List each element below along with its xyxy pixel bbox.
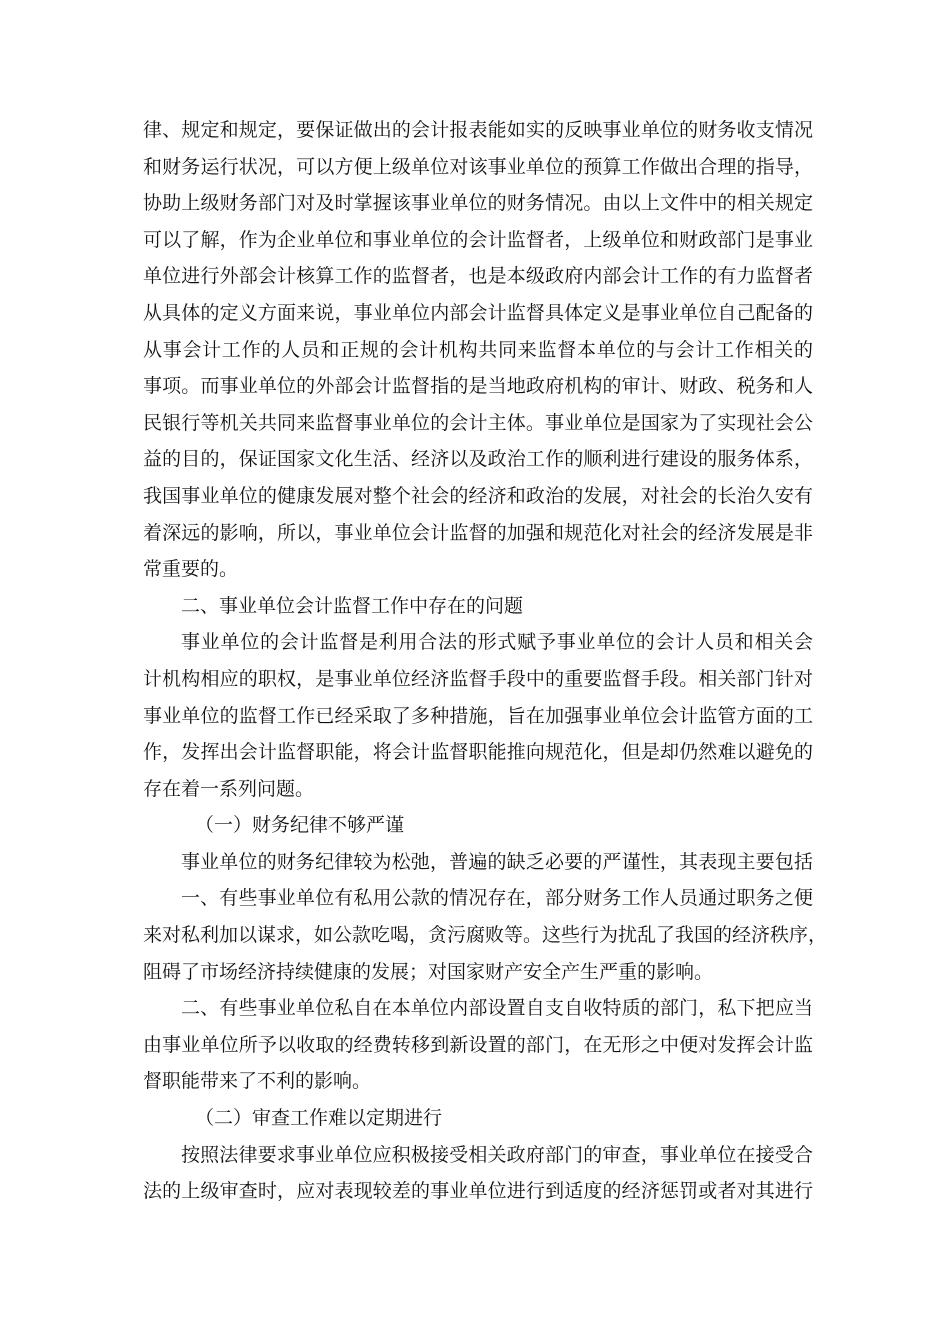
text-line: 单位进行外部会计核算工作的监督者，也是本级政府内部会计工作的有力监督者 bbox=[143, 265, 813, 288]
text-line: 着深远的影响，所以，事业单位会计监督的加强和规范化对社会的经济发展是非 bbox=[143, 521, 813, 544]
text-line: 从具体的定义方面来说，事业单位内部会计监督具体定义是事业单位自己配备的 bbox=[143, 301, 813, 324]
text-line: 一、有些事业单位有私用公款的情况存在，部分财务工作人员通过职务之便 bbox=[181, 887, 813, 910]
text-line: 民银行等机关共同来监督事业单位的会计主体。事业单位是国家为了实现社会公 bbox=[143, 411, 813, 434]
text-line: 从事会计工作的人员和正规的会计机构共同来监督本单位的与会计工作相关的 bbox=[143, 338, 813, 361]
text-line: 来对私利加以谋求，如公款吃喝，贪污腐败等。这些行为扰乱了我国的经济秩序， bbox=[143, 924, 828, 947]
subsection-heading: （一）财务纪律不够严谨 bbox=[195, 814, 405, 837]
text-line: 督职能带来了不利的影响。 bbox=[143, 1070, 372, 1093]
text-line: 益的目的，保证国家文化生活、经济以及政治工作的顺利进行建设的服务体系， bbox=[143, 448, 813, 471]
text-line: 事业单位的会计监督是利用合法的形式赋予事业单位的会计人员和相关会 bbox=[181, 631, 813, 654]
text-line: 存在着一系列问题。 bbox=[143, 777, 315, 800]
text-line: 事业单位的监督工作已经采取了多种措施，旨在加强事业单位会计监管方面的工 bbox=[143, 704, 813, 727]
text-line: 二、有些事业单位私自在本单位内部设置自支自收特质的部门，私下把应当 bbox=[181, 997, 813, 1020]
body-text bbox=[143, 112, 828, 1210]
text-line: 阻碍了市场经济持续健康的发展；对国家财产安全产生严重的影响。 bbox=[143, 960, 714, 983]
text-line: 事业单位的财务纪律较为松弛，普遍的缺乏必要的严谨性，其表现主要包括 bbox=[181, 850, 813, 873]
subsection-heading: （二）审查工作难以定期进行 bbox=[195, 1107, 443, 1130]
text-line: 由事业单位所予以收取的经费转移到新设置的部门，在无形之中便对发挥会计监 bbox=[143, 1033, 813, 1056]
text-line: 按照法律要求事业单位应积极接受相关政府部门的审查，事业单位在接受合 bbox=[181, 1143, 813, 1166]
text-line: 常重要的。 bbox=[143, 558, 239, 581]
text-line: 可以了解，作为企业单位和事业单位的会计监督者，上级单位和财政部门是事业 bbox=[143, 228, 813, 251]
text-line: 协助上级财务部门对及时掌握该事业单位的财务情况。由以上文件中的相关规定 bbox=[143, 192, 813, 215]
section-heading: 二、事业单位会计监督工作中存在的问题 bbox=[181, 594, 524, 617]
text-line: 法的上级审查时，应对表现较差的事业单位进行到适度的经济惩罚或者对其进行 bbox=[143, 1180, 813, 1203]
text-line: 和财务运行状况，可以方便上级单位对该事业单位的预算工作做出合理的指导， bbox=[143, 155, 813, 178]
text-line: 计机构相应的职权，是事业单位经济监督手段中的重要监督手段。相关部门针对 bbox=[143, 667, 813, 690]
text-line: 事项。而事业单位的外部会计监督指的是当地政府机构的审计、财政、税务和人 bbox=[143, 375, 813, 398]
text-line: 律、规定和规定，要保证做出的会计报表能如实的反映事业单位的财务收支情况 bbox=[143, 119, 813, 141]
text-line: 作，发挥出会计监督职能，将会计监督职能推向规范化，但是却仍然难以避免的 bbox=[143, 741, 813, 764]
text-line: 我国事业单位的健康发展对整个社会的经济和政治的发展，对社会的长治久安有 bbox=[143, 484, 813, 507]
